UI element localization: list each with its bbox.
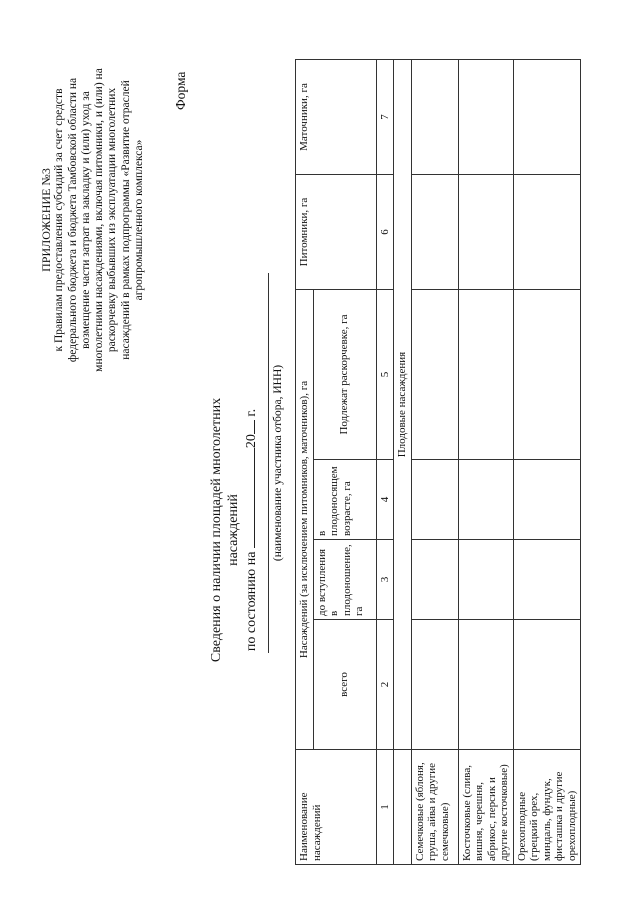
column-number: 1 (376, 750, 394, 865)
date-suffix: г. (244, 408, 259, 417)
column-number: 6 (376, 175, 394, 290)
table-cell[interactable] (411, 460, 458, 540)
appendix-line: к Правилам предоставления субсидий за счет средств (53, 88, 66, 352)
section-row (394, 60, 412, 865)
column-number: 3 (376, 540, 394, 620)
header-row (296, 60, 314, 865)
table-cell[interactable] (513, 60, 581, 175)
table-cell[interactable] (458, 620, 513, 750)
table-cell[interactable] (411, 175, 458, 290)
table-cell[interactable] (513, 540, 581, 620)
table-cell[interactable] (458, 540, 513, 620)
header-total: всего (313, 620, 376, 750)
section-spacer (394, 750, 412, 865)
appendix-line: федерального бюджета и бюджета Тамбовской области на (66, 77, 79, 363)
table-cell[interactable] (458, 460, 513, 540)
column-number: 2 (376, 620, 394, 750)
table-cell[interactable] (458, 175, 513, 290)
date-line (242, 380, 260, 680)
table-row (513, 60, 581, 865)
appendix-line: насаждений в рамках подпрограммы «Развитие отраслей (119, 80, 132, 360)
header-uproot: Подлежат раскорчевке, га (313, 290, 376, 460)
header-nurseries: Питомники, га (296, 175, 377, 290)
table-cell[interactable] (513, 460, 581, 540)
appendix-line: возмещение части затрат на закладку и (или) уход за (79, 91, 92, 349)
date-prefix: по состоянию на (244, 551, 259, 652)
column-number: 4 (376, 460, 394, 540)
form-label: Форма (173, 71, 188, 110)
header-mother-plantations: Маточники, га (296, 60, 377, 175)
header-plantings-group: Насаждений (за исключением питомников, маточников), га (296, 290, 314, 750)
header-fruiting-age: в плодоносящем возрасте, га (313, 460, 376, 540)
appendix-header (40, 55, 146, 385)
section-fruit-plantings: Плодовые насаждения (394, 60, 412, 750)
table-cell[interactable] (513, 620, 581, 750)
participant-name-line (268, 273, 269, 653)
date-year: 20 (244, 434, 259, 449)
table-row (458, 60, 513, 865)
row-name-stone: Косточковые (слива, вишня, черешня, абрикос, персик и другие косточковые) (458, 750, 513, 865)
plantings-table (295, 59, 581, 865)
header-before-fruiting: до вступления в плодоношение, га (313, 540, 376, 620)
table-cell[interactable] (411, 620, 458, 750)
column-number: 7 (376, 60, 394, 175)
table-cell[interactable] (411, 540, 458, 620)
column-number: 5 (376, 290, 394, 460)
date-blank (242, 448, 255, 548)
table-row (411, 60, 458, 865)
table-cell[interactable] (411, 60, 458, 175)
table-cell[interactable] (458, 60, 513, 175)
appendix-line: раскорчевку выбывших из эксплуатации многолетних (106, 87, 119, 353)
column-number-row (376, 60, 394, 865)
appendix-title: ПРИЛОЖЕНИЕ №3 (39, 168, 53, 272)
table-cell[interactable] (411, 290, 458, 460)
participant-caption: (наименование участника отбора, ИНН) (272, 364, 284, 562)
row-name-pome: Семечковые (яблоня, груша, айва и другие семечковые) (411, 750, 458, 865)
row-name-nut: Орехоплодные (грецкий орех, миндаль, фундук, фисташка и другие орехоплодные) (513, 750, 581, 865)
table-cell[interactable] (513, 290, 581, 460)
year-blank (242, 420, 255, 434)
appendix-line: многолетними насаждениями, включая питомники, и (или) на (93, 68, 106, 372)
title-line: Сведения о наличии площадей многолетних насаждений (209, 397, 241, 663)
table-cell[interactable] (458, 290, 513, 460)
document-title (208, 380, 260, 680)
header-name: Наименование насаждений (296, 750, 377, 865)
table-cell[interactable] (513, 175, 581, 290)
appendix-line: агропромышленного комплекса» (133, 139, 146, 301)
